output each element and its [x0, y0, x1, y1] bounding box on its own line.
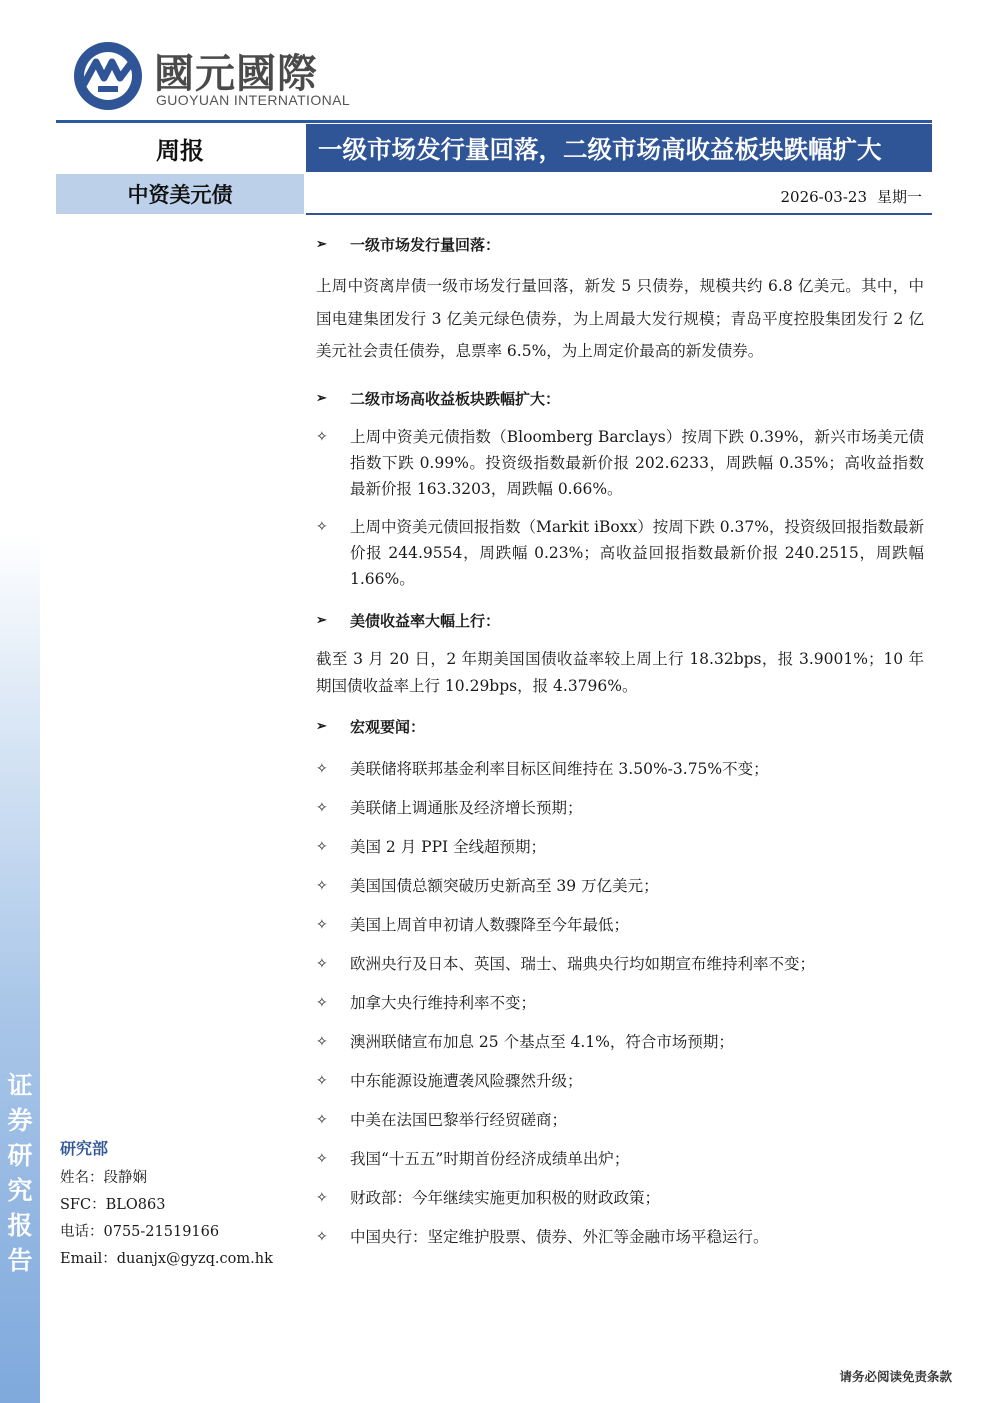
bullet-text: 澳洲联储宣布加息 25 个基点至 4.1%，符合市场预期；: [350, 1032, 734, 1051]
bullet-text: 中国央行：坚定维护股票、债券、外汇等金融市场平稳运行。: [350, 1227, 769, 1246]
bullet-item: [316, 828, 924, 867]
disclaimer-link[interactable]: 请务必阅读免责条款: [839, 1369, 952, 1384]
bullet-item: [316, 906, 924, 945]
section-heading: [316, 604, 924, 638]
side-label: [3, 1068, 37, 1278]
bullet-text: 中东能源设施遭袭风险骤然升级；: [350, 1071, 583, 1090]
bullet-text: 财政部：今年继续实施更加积极的财政政策；: [350, 1188, 661, 1207]
report-type: 周报: [56, 124, 304, 172]
bullet-text: 中美在法国巴黎举行经贸磋商；: [350, 1110, 568, 1129]
diamond-bullet-icon: ✧: [316, 1150, 328, 1167]
bullet-item: [316, 1179, 924, 1218]
section-paragraph: 截至 3 月 20 日，2 年期美国国债收益率较上周上行 18.32bps，报 3.9001%；10 年期国债收益率上行 10.29bps，报 4.3796%。: [316, 649, 924, 695]
section-heading-text: 宏观要闻：: [350, 717, 426, 736]
bullet-text: 上周中资美元债回报指数（Markit iBoxx）按周下跌 0.37%，投资级回报指数最新价报 244.9554，周跌幅 0.23%；高收益回报指数最新价报 240.2515，周跌幅 1.66%。: [350, 517, 924, 588]
side-label-char: 告: [7, 1246, 33, 1275]
report-category: 中资美元债: [56, 174, 304, 214]
main-content: [316, 228, 924, 1257]
bullet-item: [316, 514, 924, 592]
section-heading: [316, 710, 924, 744]
diamond-bullet-icon: ✧: [316, 760, 328, 777]
company-logo: [72, 40, 351, 112]
report-date: [781, 186, 923, 207]
bullet-text: 加拿大央行维持利率不变；: [350, 993, 537, 1012]
diamond-bullet-icon: ✧: [316, 838, 328, 855]
author-phone: 电话：0755-21519166: [60, 1224, 220, 1240]
author-name: 姓名：段静娴: [60, 1170, 147, 1186]
bullet-item: [316, 1101, 924, 1140]
bullet-text: 美联储上调通胀及经济增长预期；: [350, 798, 583, 817]
logo-text-en: GUOYUAN INTERNATIONAL: [156, 92, 351, 108]
diamond-bullet-icon: ✧: [316, 1228, 328, 1245]
bullet-text: 美国上周首申初请人数骤降至今年最低；: [350, 915, 630, 934]
bullet-item: [316, 424, 924, 502]
diamond-bullet-icon: ✧: [316, 877, 328, 894]
bullet-item: [316, 1218, 924, 1257]
author-sfc: SFC：BLO863: [60, 1197, 166, 1213]
section-paragraph: 上周中资离岸债一级市场发行量回落，新发 5 只债券，规模共约 6.8 亿美元。其中，中国电建集团发行 3 亿美元绿色债券，为上周最大发行规模；青岛平度控股集团发行 2 亿美元社会责任债券，息票率 6.5%，为上周定价最高的新发债券。: [316, 277, 924, 360]
bullet-item: [316, 984, 924, 1023]
diamond-bullet-icon: ✧: [316, 1189, 328, 1206]
bullet-text: 我国“十五五”时期首份经济成绩单出炉；: [350, 1149, 630, 1168]
diamond-bullet-icon: ✧: [316, 799, 328, 816]
logo-mark-icon: [72, 40, 144, 112]
section-heading-text: 一级市场发行量回落：: [350, 236, 501, 254]
arrowhead-icon: ➢: [316, 612, 327, 628]
date-rule: [306, 213, 932, 215]
diamond-bullet-icon: ✧: [316, 955, 328, 972]
bullet-item: [316, 1062, 924, 1101]
weekday-value: 星期一: [876, 188, 922, 206]
logo-text-cn: 國元國際: [154, 51, 318, 97]
bullet-item: [316, 750, 924, 789]
header-rule: [56, 120, 932, 123]
bullet-text: 美联储将联邦基金利率目标区间维持在 3.50%-3.75%不变；: [350, 759, 769, 778]
bullet-text: 美国 2 月 PPI 全线超预期；: [350, 837, 547, 856]
side-label-char: 究: [7, 1176, 33, 1205]
author-email: Email：duanjx@gyzq.com.hk: [60, 1251, 273, 1267]
section-heading-text: 二级市场高收益板块跌幅扩大：: [350, 389, 561, 408]
side-label-char: 报: [7, 1211, 33, 1240]
arrowhead-icon: ➢: [316, 718, 327, 734]
author-box: [60, 1136, 300, 1273]
section-heading: [316, 228, 924, 262]
bullet-item: [316, 789, 924, 828]
bullet-item: [316, 1023, 924, 1062]
diamond-bullet-icon: ✧: [316, 428, 328, 445]
diamond-bullet-icon: ✧: [316, 518, 328, 535]
section-heading-text: 美债收益率大幅上行：: [350, 611, 501, 630]
bullet-item: [316, 1140, 924, 1179]
diamond-bullet-icon: ✧: [316, 1033, 328, 1050]
author-dept: 研究部: [60, 1139, 109, 1158]
bullet-text: 欧洲央行及日本、英国、瑞士、瑞典央行均如期宣布维持利率不变；: [350, 954, 816, 973]
arrowhead-icon: ➢: [316, 390, 327, 406]
date-value: 2026-03-23: [780, 188, 867, 206]
side-label-char: 证: [7, 1071, 33, 1100]
bullet-text: 美国国债总额突破历史新高至 39 万亿美元；: [350, 876, 659, 895]
bullet-text: 上周中资美元债指数（Bloomberg Barclays）按周下跌 0.39%，新兴市场美元债指数下跌 0.99%。投资级指数最新价报 202.6233，周跌幅 0.35%；高收益指数最新价报 163.3203，周跌幅 0.66%。: [350, 427, 924, 498]
diamond-bullet-icon: ✧: [316, 994, 328, 1011]
side-label-char: 券: [7, 1106, 33, 1135]
bullet-item: [316, 945, 924, 984]
bullet-item: [316, 867, 924, 906]
report-title: 一级市场发行量回落，二级市场高收益板块跌幅扩大: [306, 124, 932, 172]
section-heading: [316, 382, 924, 416]
side-label-char: 研: [7, 1141, 33, 1170]
arrowhead-icon: ➢: [316, 237, 327, 252]
diamond-bullet-icon: ✧: [316, 1111, 328, 1128]
diamond-bullet-icon: ✧: [316, 1072, 328, 1089]
diamond-bullet-icon: ✧: [316, 916, 328, 933]
